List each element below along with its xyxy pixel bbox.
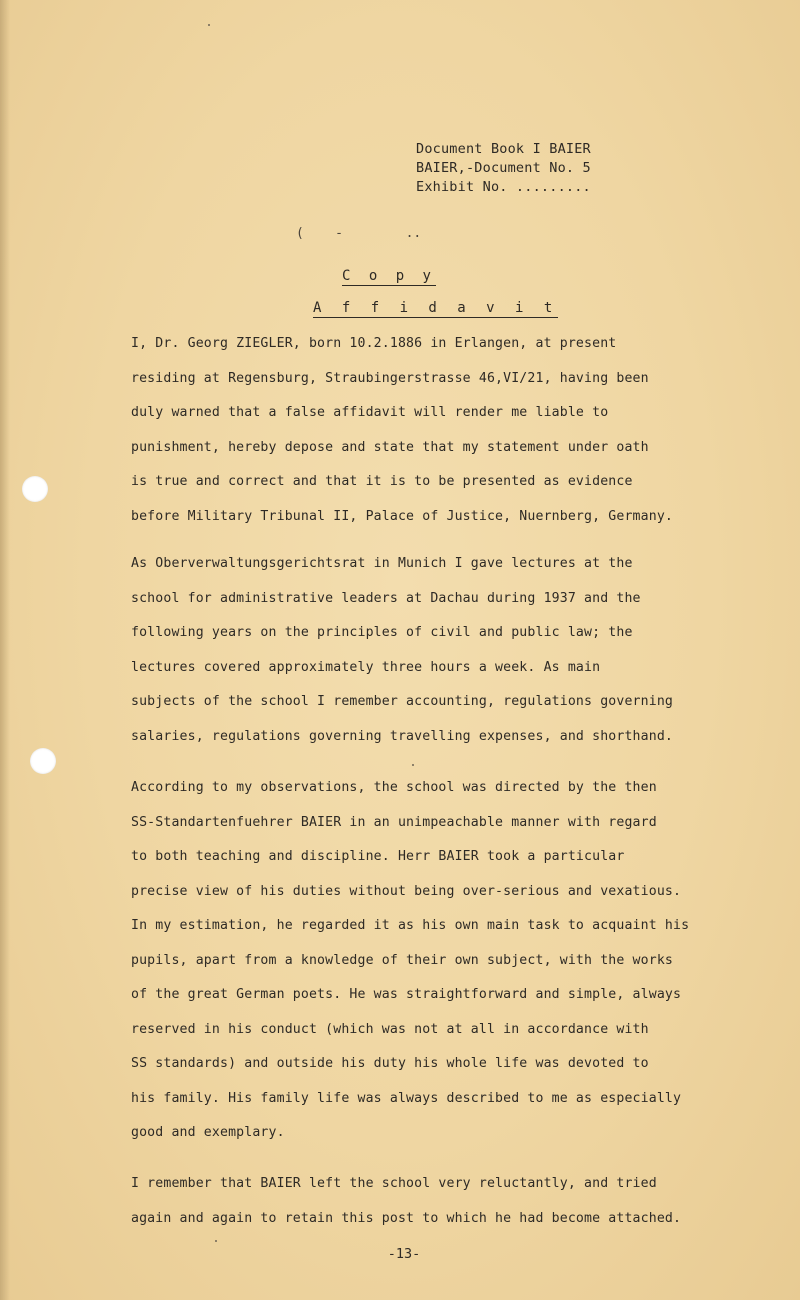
text-line: SS standards) and outside his duty his whole life was devoted to <box>131 1056 649 1071</box>
paragraph-lectures <box>131 556 731 763</box>
text-line: his family. His family life was always described to me as especially <box>131 1090 682 1106</box>
affidavit-heading: A f f i d a v i t <box>313 300 559 316</box>
page-edge-shadow <box>0 0 10 1300</box>
text-line: pupils, apart from a knowledge of their own subject, with the works <box>131 952 673 968</box>
header-document-number: BAIER,-Document No. 5 <box>416 160 591 176</box>
text-line: duly warned that a false affidavit will render me liable to <box>131 405 609 420</box>
text-line: In my estimation, he regarded it as his own main task to acquaint his <box>131 918 690 933</box>
text-line: school for administrative leaders at Dachau during 1937 and the <box>131 590 641 606</box>
paper-speck <box>215 1240 217 1242</box>
text-line: following years on the principles of civil and public law; the <box>131 625 633 640</box>
text-line: residing at Regensburg, Straubingerstrasse 46,VI/21, having been <box>131 370 649 386</box>
text-line: of the great German poets. He was straightforward and simple, always <box>131 987 682 1002</box>
punch-hole-bottom <box>30 748 56 774</box>
document-header <box>416 140 591 197</box>
paragraph-declaration <box>131 336 731 543</box>
text-line: SS-Standartenfuehrer BAIER in an unimpeachable manner with regard <box>131 814 657 830</box>
text-line: lectures covered approximately three hours a week. As main <box>131 659 601 675</box>
paper-speck <box>208 24 210 26</box>
punch-hole-top <box>22 476 48 502</box>
text-line: I, Dr. Georg ZIEGLER, born 10.2.1886 in Erlangen, at present <box>131 336 617 351</box>
header-document-book: Document Book I BAIER <box>416 141 591 157</box>
text-line: I remember that BAIER left the school very reluctantly, and tried <box>131 1176 657 1191</box>
text-line: According to my observations, the school was directed by the then <box>131 780 657 795</box>
stray-typewriter-marks: ( - .. <box>296 226 422 241</box>
header-exhibit-number: Exhibit No. ......... <box>416 179 591 195</box>
paper-speck <box>412 764 414 766</box>
copy-heading-text: C o p y <box>341 268 436 284</box>
text-line: before Military Tribunal II, Palace of Justice, Nuernberg, Germany. <box>131 508 673 524</box>
text-line: reserved in his conduct (which was not at all in accordance with <box>131 1021 649 1037</box>
text-line: to both teaching and discipline. Herr BAIER took a particular <box>131 849 625 864</box>
copy-heading <box>0 268 778 284</box>
text-line: good and exemplary. <box>131 1125 285 1140</box>
text-line: As Oberverwaltungsgerichtsrat in Munich I gave lectures at the <box>131 556 633 571</box>
text-line: salaries, regulations governing travelling expenses, and shorthand. <box>131 728 673 744</box>
text-line: again and again to retain this post to which he had become attached. <box>131 1210 682 1226</box>
text-line: subjects of the school I remember accounting, regulations governing <box>131 694 673 709</box>
text-line: is true and correct and that it is to be presented as evidence <box>131 474 633 489</box>
page-number: -13- <box>387 1246 421 1262</box>
text-line: precise view of his duties without being over-serious and vexatious. <box>131 883 682 899</box>
paragraph-departure <box>131 1176 731 1245</box>
text-line: punishment, hereby depose and state that my statement under oath <box>131 439 649 455</box>
paragraph-observations <box>131 780 731 1160</box>
